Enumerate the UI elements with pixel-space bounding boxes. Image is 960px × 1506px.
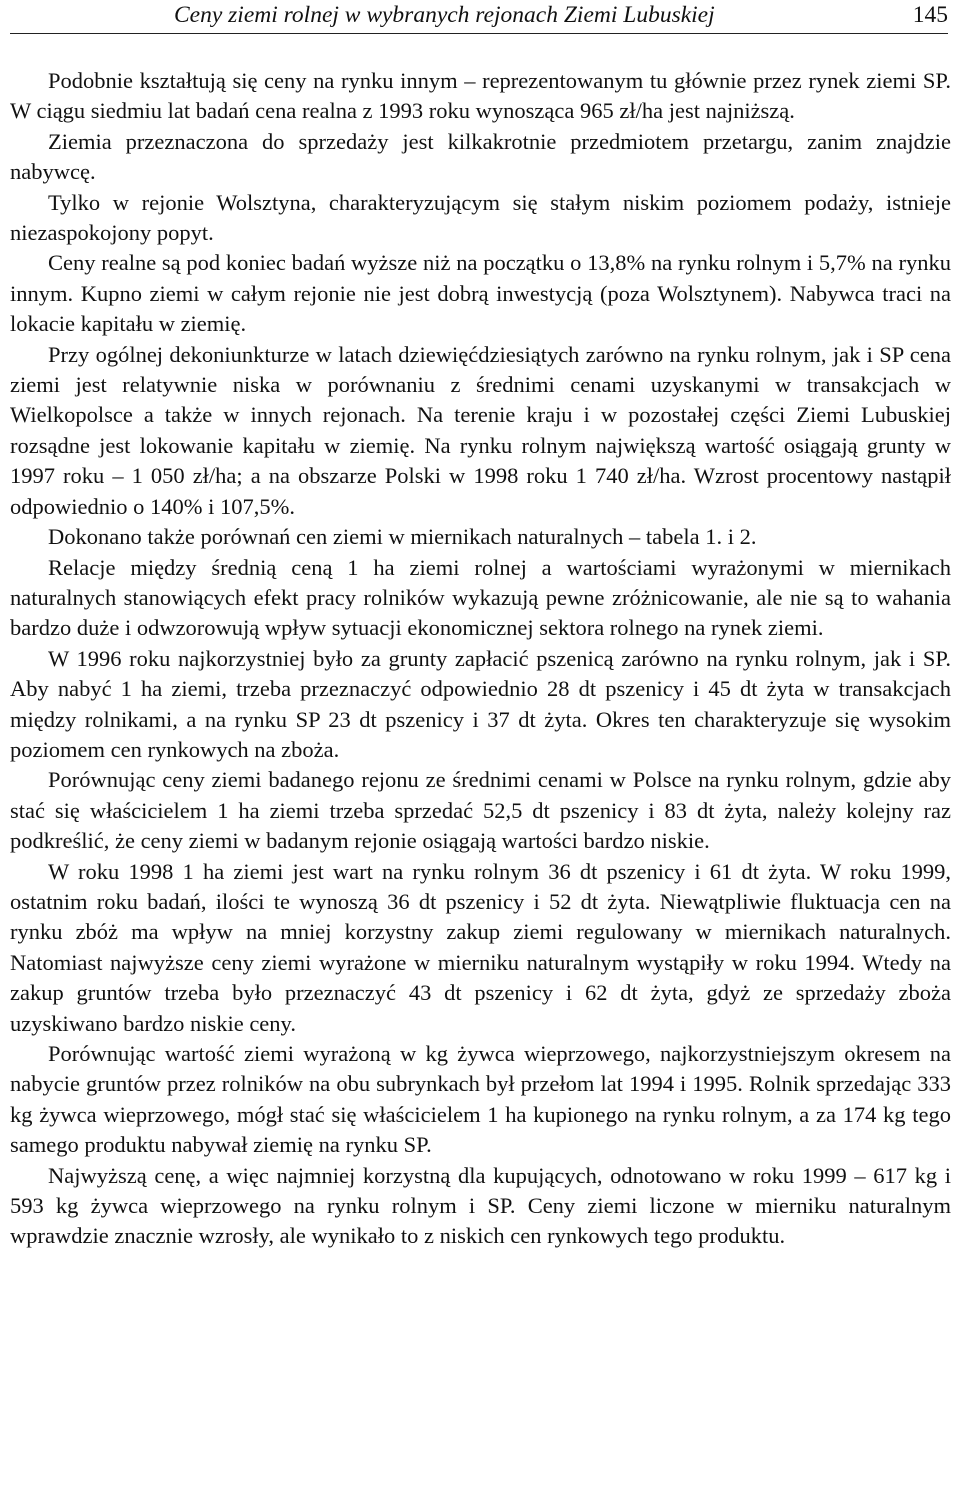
paragraph: Tylko w rejonie Wolsztyna, charakteryzującym się stałym niskim poziomem podaży, istnieje niezaspokojony popyt. xyxy=(10,189,951,246)
paragraph: Porównując wartość ziemi wyrażoną w kg żywca wieprzowego, najkorzystniejszym okresem na nabycie gruntów przez rolników na obu subrynkach był przełom lat 1994 i 1995. Rolnik sprzedając 333 kg żywca wieprzowego, mógł stać się właścicielem 1 ha kupionego na rynku rolnym, a za 174 kg tego samego produktu nabywał ziemię na rynku SP. xyxy=(10,1041,951,1158)
paragraph: W roku 1998 1 ha ziemi jest wart na rynku rolnym 36 dt pszenicy i 61 dt żyta. W roku 1999, ostatnim roku badań, ilości te wynoszą 36 dt pszenicy i 52 dt żyta. Niewątpliwie fluktuacja cen na rynku zbóż ma wpływ na mniej korzystny zakup ziemi regulowany w miernikach naturalnych. Natomiast najwyższe ceny ziemi wyrażone w mierniku naturalnym wystąpiły w roku 1994. Wtedy na zakup gruntów trzeba było przeznaczyć 43 dt pszenicy i 62 dt żyta, gdyż ze sprzedaży zboża uzyskiwano bardzo niskie ceny. xyxy=(10,858,951,1036)
running-header xyxy=(10,0,948,34)
paragraph: Porównując ceny ziemi badanego rejonu ze średnimi cenami w Polsce na rynku rolnym, gdzie aby stać się właścicielem 1 ha ziemi trzeba sprzedać 52,5 dt pszenicy i 83 dt żyta, należy kolejny raz podkreślić, że ceny ziemi w badanym rejonie osiągają wartości bardzo niskie. xyxy=(10,767,951,854)
paragraph: Podobnie kształtują się ceny na rynku innym – reprezentowanym tu głównie przez rynek ziemi SP. W ciągu siedmiu lat badań cena realna z 1993 roku wynosząca 965 zł/ha jest najniższą. xyxy=(10,68,951,124)
paragraph: Ceny realne są pod koniec badań wyższe niż na początku o 13,8% na rynku rolnym i 5,7% na rynku innym. Kupno ziemi w całym rejonie nie jest dobrą inwestycją (poza Wolsztynem). Nabywca traci na lokacie kapitału w ziemię. xyxy=(10,250,951,337)
paragraph: Przy ogólnej dekoniunkturze w latach dziewięćdziesiątych zarówno na rynku rolnym, jak i SP cena ziemi jest relatywnie niska w porównaniu z średnimi cenami uzyskanymi w transakcjach w Wielkopolsce a także w innych rejonach. Na terenie kraju i w pozostałej części Ziemi Lubuskiej rozsądne jest lokowanie kapitału w ziemię. Na rynku rolnym największą wartość osiągają grunty w 1997 roku – 1 050 zł/ha; a na obszarze Polski w 1998 roku 1 740 zł/ha. Wzrost procentowy nastąpił odpowiednio o 140% i 107,5%. xyxy=(10,341,951,519)
running-header-title: Ceny ziemi rolnej w wybranych rejonach Ziemi Lubuskiej xyxy=(174,2,715,28)
paragraph: Dokonano także porównań cen ziemi w miernikach naturalnych – tabela 1. i 2. xyxy=(48,524,757,550)
paragraph: Najwyższą cenę, a więc najmniej korzystną dla kupujących, odnotowano w roku 1999 – 617 kg i 593 kg żywca wieprzowego na rynku rolnym i SP. Ceny ziemi liczone w mierniku naturalnym wprawdzie znacznie wzrosły, ale wynikało to z niskich cen rynkowych tego produktu. xyxy=(10,1162,951,1249)
body-text xyxy=(10,66,951,1252)
paragraph: Relacje między średnią ceną 1 ha ziemi rolnej a wartościami wyrażonymi w miernikach naturalnych stanowiących efekt pracy rolników wykazują pewne zróżnicowanie, ale nie są to wahania bardzo duże i odwzorowują wpływ sytuacji ekonomicznej sektora rolnego na rynek ziemi. xyxy=(10,554,951,641)
paragraph: W 1996 roku najkorzystniej było za grunty zapłacić pszenicą zarówno na rynku rolnym, jak i SP. Aby nabyć 1 ha ziemi, trzeba przeznaczyć odpowiednio 28 dt pszenicy i 45 dt żyta w transakcjach między rolnikami, a na rynku SP 23 dt pszenicy i 37 dt żyta. Okres ten charakteryzuje się wysokim poziomem cen rynkowych na zboża. xyxy=(10,645,951,762)
page-number: 145 xyxy=(912,2,948,28)
paragraph: Ziemia przeznaczona do sprzedaży jest kilkakrotnie przedmiotem przetargu, zanim znajdzie nabywcę. xyxy=(10,128,951,185)
